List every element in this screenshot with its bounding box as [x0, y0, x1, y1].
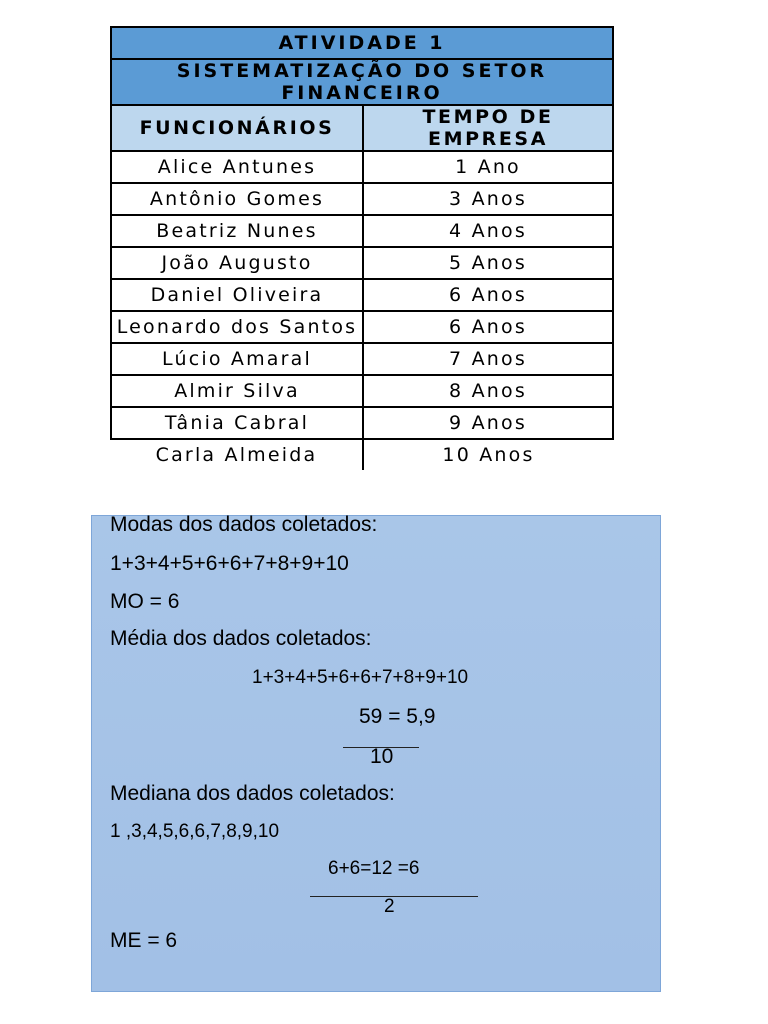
table-row	[111, 247, 613, 279]
employee-tenure: 8 Anos	[363, 375, 613, 407]
employee-tenure: 4 Anos	[363, 215, 613, 247]
media-heading: Média dos dados coletados:	[110, 627, 372, 650]
employee-tenure: 3 Anos	[363, 183, 613, 215]
table-subtitle: SISTEMATIZAÇÃO DO SETOR FINANCEIRO	[111, 59, 613, 105]
table-row	[111, 183, 613, 215]
table-row	[111, 215, 613, 247]
table-row	[111, 343, 613, 375]
media-sum: 1+3+4+5+6+6+7+8+9+10	[252, 667, 469, 688]
table-row	[111, 311, 613, 343]
mediana-denominator: 2	[384, 896, 395, 917]
employee-tenure: 5 Anos	[363, 247, 613, 279]
statistics-note-box	[91, 515, 661, 992]
mediana-result: ME = 6	[110, 929, 178, 952]
moda-result: MO = 6	[110, 590, 180, 613]
table-row	[111, 407, 613, 439]
employee-tenure: 10 Anos	[363, 439, 613, 470]
mediana-heading: Mediana dos dados coletados:	[110, 782, 395, 805]
media-numerator: 59 = 5,9	[359, 705, 436, 728]
moda-heading: Modas dos dados coletados:	[110, 513, 378, 536]
mediana-sorted: 1 ,3,4,5,6,6,7,8,9,10	[110, 821, 280, 842]
column-header-employees: FUNCIONÁRIOS	[111, 105, 363, 151]
column-header-tenure: TEMPO DE EMPRESA	[363, 105, 613, 151]
employee-tenure: 1 Ano	[363, 151, 613, 183]
employee-tenure: 9 Anos	[363, 407, 613, 439]
employee-tenure: 7 Anos	[363, 343, 613, 375]
employee-name: Alice Antunes	[111, 151, 363, 183]
table-title: ATIVIDADE 1	[111, 27, 613, 59]
table-row	[111, 439, 613, 470]
table-row	[111, 151, 613, 183]
employee-name: Leonardo dos Santos	[111, 311, 363, 343]
table-row	[111, 375, 613, 407]
employee-name: Tânia Cabral	[111, 407, 363, 439]
employee-tenure: 6 Anos	[363, 279, 613, 311]
mediana-numerator: 6+6=12 =6	[328, 858, 420, 879]
employee-tenure: 6 Anos	[363, 311, 613, 343]
media-denominator: 10	[370, 745, 394, 768]
employee-name: Carla Almeida	[111, 439, 363, 470]
employee-name: Daniel Oliveira	[111, 279, 363, 311]
employee-table	[110, 26, 614, 470]
employee-name: Antônio Gomes	[111, 183, 363, 215]
employee-name: Lúcio Amaral	[111, 343, 363, 375]
table-row	[111, 279, 613, 311]
employee-name: Almir Silva	[111, 375, 363, 407]
employee-name: Beatriz Nunes	[111, 215, 363, 247]
moda-sum: 1+3+4+5+6+6+7+8+9+10	[110, 552, 349, 575]
employee-name: João Augusto	[111, 247, 363, 279]
